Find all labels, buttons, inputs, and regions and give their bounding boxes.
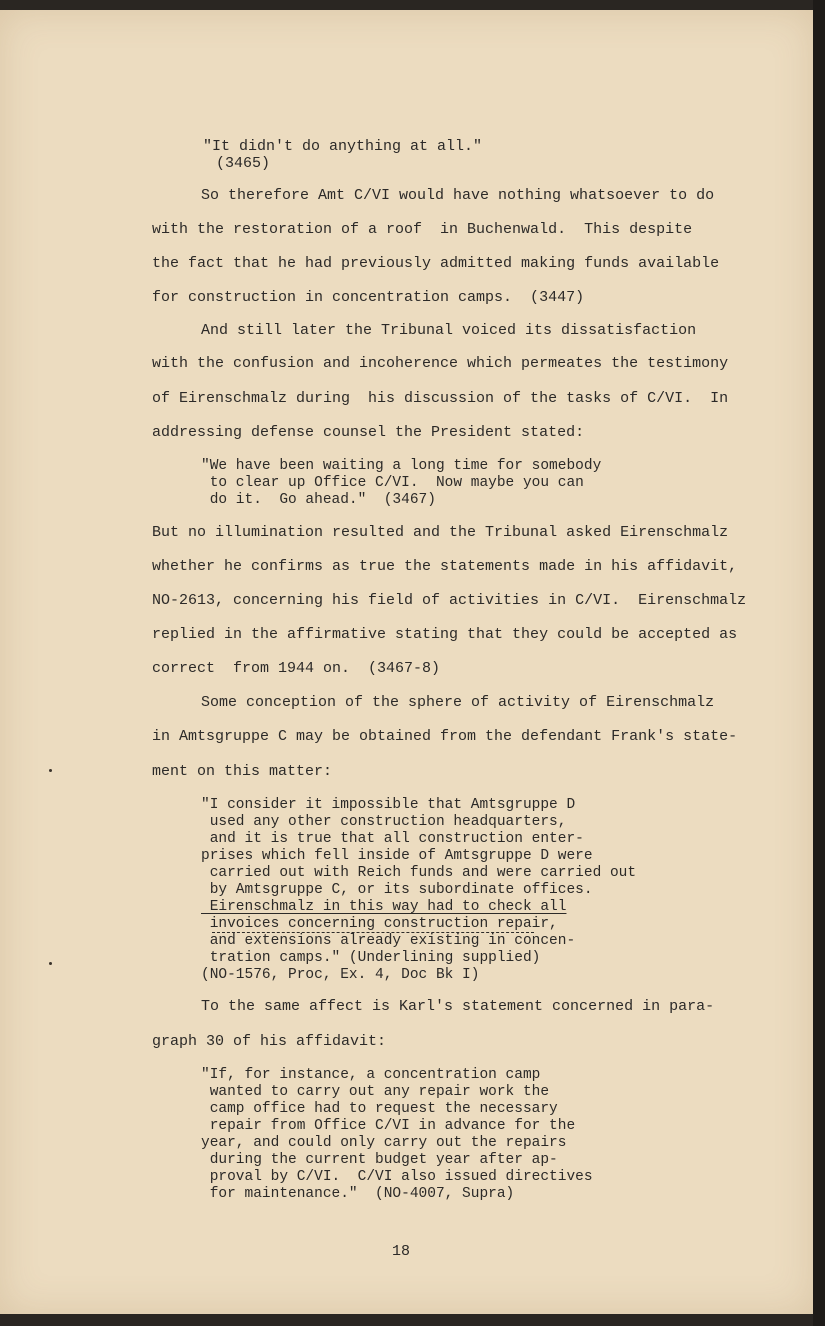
para3-line: correct from 1944 on. (3467-8) (152, 660, 441, 677)
quote1-line: "It didn't do anything at all." (203, 138, 483, 155)
quote3-line: and it is true that all construction enter- (201, 831, 584, 847)
paper-speck (49, 962, 52, 965)
quote3-line: tration camps." (Underlining supplied) (201, 950, 541, 966)
para1-line: the fact that he had previously admitted making funds available (152, 255, 720, 272)
quote4-line: year, and could only carry out the repairs (201, 1135, 567, 1151)
para1-line: with the restoration of a roof in Buchenwald. This despite (152, 221, 693, 238)
quote4-line: during the current budget year after ap- (201, 1152, 558, 1168)
quote3-underlined-line: invoices concerning construction repair, (201, 916, 558, 932)
quote3-line: used any other construction headquarters, (201, 814, 567, 830)
quote4-line: proval by C/VI. C/VI also issued directives (201, 1169, 593, 1185)
para4-line: ment on this matter: (152, 763, 333, 780)
para1-line: So therefore Amt C/VI would have nothing whatsoever to do (201, 187, 715, 204)
quote3-citation: (NO-1576, Proc, Ex. 4, Doc Bk I) (201, 967, 480, 983)
paper-speck (49, 769, 52, 772)
para2-line: with the confusion and incoherence which permeates the testimony (152, 355, 729, 372)
quote1-citation: (3465) (216, 155, 271, 172)
quote4-line: "If, for instance, a concentration camp (201, 1067, 541, 1083)
para1-line: for construction in concentration camps. (3447) (152, 289, 585, 306)
quote2-line: do it. Go ahead." (3467) (201, 492, 436, 508)
para4-line: Some conception of the sphere of activity of Eirenschmalz (201, 694, 715, 711)
para3-line: replied in the affirmative stating that they could be accepted as (152, 626, 738, 643)
quote3-underlined-line: Eirenschmalz in this way had to check all (201, 899, 567, 915)
quote3-line: "I consider it impossible that Amtsgruppe D (201, 797, 576, 813)
quote3-line: prises which fell inside of Amtsgruppe D were (201, 848, 593, 864)
quote2-line: to clear up Office C/VI. Now maybe you can (201, 475, 584, 491)
quote4-line: wanted to carry out any repair work the (201, 1084, 550, 1100)
para3-line: But no illumination resulted and the Tribunal asked Eirenschmalz (152, 524, 729, 541)
para2-line: And still later the Tribunal voiced its dissatisfaction (201, 322, 697, 339)
para2-line: of Eirenschmalz during his discussion of the tasks of C/VI. In (152, 390, 729, 407)
quote3-line: by Amtsgruppe C, or its subordinate offices. (201, 882, 593, 898)
para2-line: addressing defense counsel the President stated: (152, 424, 585, 441)
quote4-line: camp office had to request the necessary (201, 1101, 558, 1117)
scan-border (813, 0, 825, 1326)
para5-line: graph 30 of his affidavit: (152, 1033, 387, 1050)
quote4-line: repair from Office C/VI in advance for the (201, 1118, 576, 1134)
quote4-line: for maintenance." (NO-4007, Supra) (201, 1186, 515, 1202)
para3-line: whether he confirms as true the statements made in his affidavit, (152, 558, 738, 575)
page-number: 18 (392, 1243, 411, 1260)
para4-line: in Amtsgruppe C may be obtained from the defendant Frank's state- (152, 728, 738, 745)
para5-line: To the same affect is Karl's statement concerned in para- (201, 998, 715, 1015)
para3-line: NO-2613, concerning his field of activities in C/VI. Eirenschmalz (152, 592, 747, 609)
quote3-line: carried out with Reich funds and were carried out (201, 865, 637, 881)
quote3-line: and extensions already existing in concen- (201, 933, 576, 949)
quote2-line: "We have been waiting a long time for somebody (201, 458, 602, 474)
